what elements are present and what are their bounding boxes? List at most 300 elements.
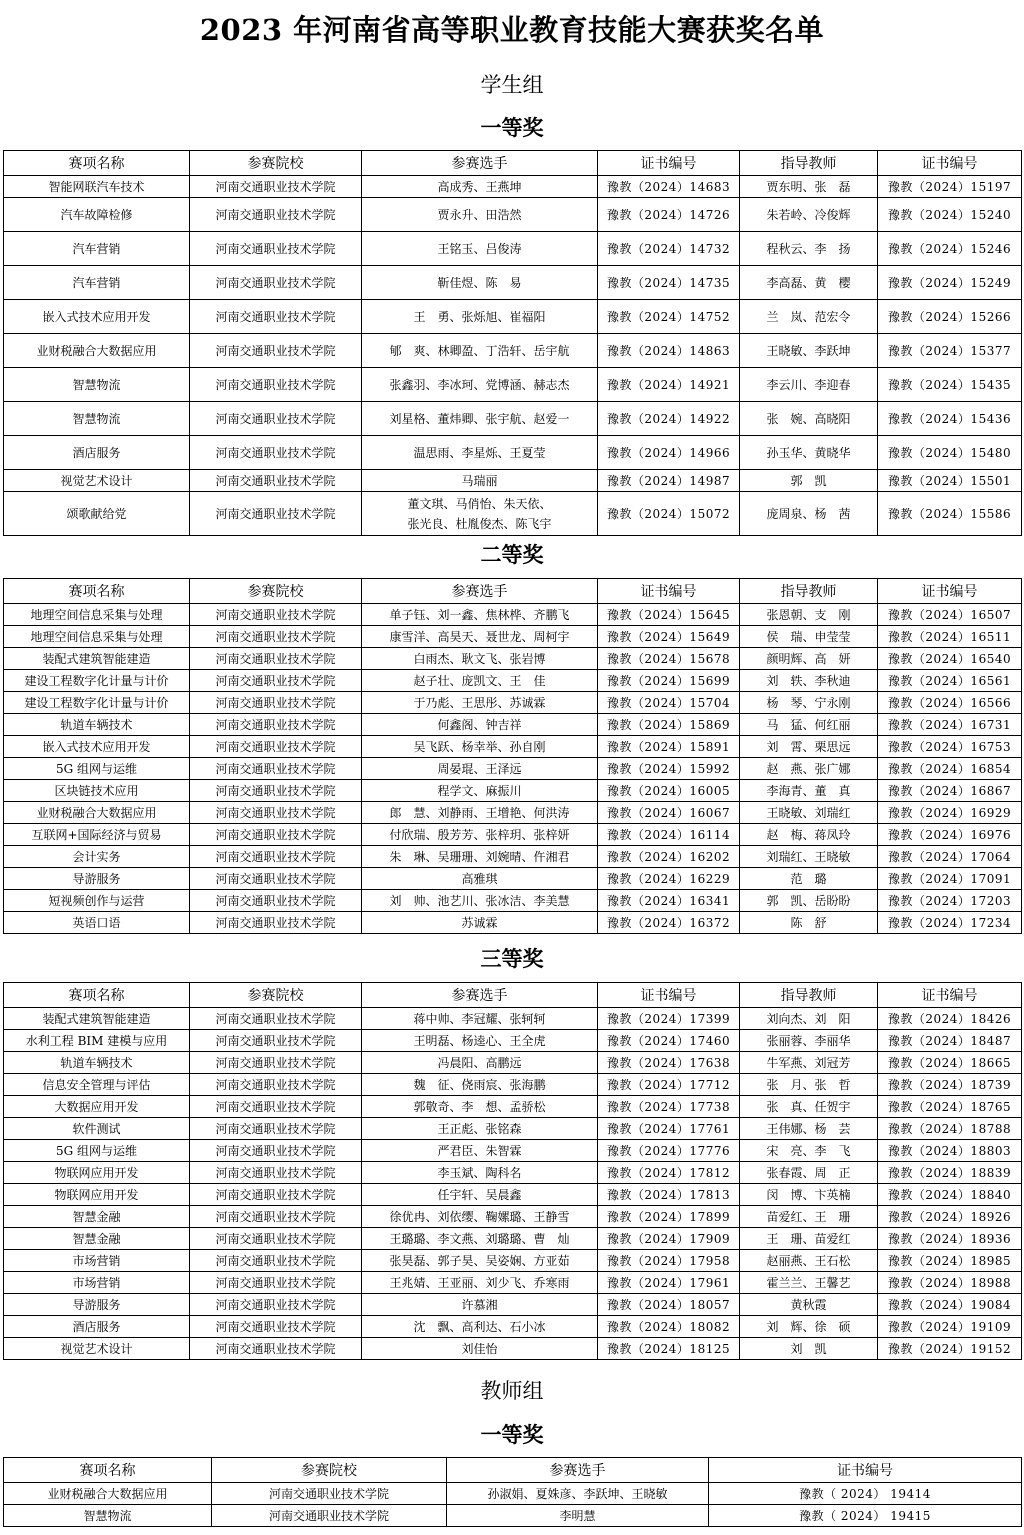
table-cell: 豫教（2024）15249 <box>878 266 1022 300</box>
table-cell: 河南交通职业技术学院 <box>190 890 362 912</box>
table-cell: 河南交通职业技术学院 <box>190 1272 362 1294</box>
table-cell: 智慧金融 <box>4 1206 190 1228</box>
table-header-row <box>4 579 1022 604</box>
table-cell: 豫教（2024）14735 <box>598 266 740 300</box>
table-cell: 赵丽燕、王石松 <box>740 1250 878 1272</box>
table-cell: 付欣瑞、殷芳芳、张梓玥、张梓妍 <box>362 824 598 846</box>
table-cell: 朱 琳、吴珊珊、刘婉晴、仵湘君 <box>362 846 598 868</box>
table-row <box>4 334 1022 368</box>
table-cell: 智能网联汽车技术 <box>4 176 190 198</box>
table-header-row <box>4 983 1022 1008</box>
table-cell: 视觉艺术设计 <box>4 1338 190 1360</box>
table-cell: 业财税融合大数据应用 <box>4 334 190 368</box>
table-cell: 豫教（2024）17091 <box>878 868 1022 890</box>
table-cell: 马瑞丽 <box>362 470 598 492</box>
table-cell: 魏 征、侥雨宸、张海鹏 <box>362 1074 598 1096</box>
table-cell: 河南交通职业技术学院 <box>190 1206 362 1228</box>
table-cell: 郎 慧、刘静雨、王增艳、何洪涛 <box>362 802 598 824</box>
table-cell: 颜明辉、高 妍 <box>740 648 878 670</box>
table-row <box>4 670 1022 692</box>
table-cell: 豫教（2024）14732 <box>598 232 740 266</box>
table-cell: 智慧金融 <box>4 1228 190 1250</box>
table-cell: 业财税融合大数据应用 <box>4 1483 212 1505</box>
table-cell: 豫教（2024）18988 <box>878 1272 1022 1294</box>
table-cell: 高成秀、王燕坤 <box>362 176 598 198</box>
table-cell: 豫教（2024）16229 <box>598 868 740 890</box>
table-row <box>4 232 1022 266</box>
table-cell: 霍兰兰、王馨艺 <box>740 1272 878 1294</box>
table-cell: 王兆婧、王亚丽、刘少飞、乔寒雨 <box>362 1272 598 1294</box>
column-header: 证书编号 <box>598 579 740 604</box>
table-cell: 豫教（2024）15645 <box>598 604 740 626</box>
table-cell: 信息安全管理与评估 <box>4 1074 190 1096</box>
column-header: 证书编号 <box>598 151 740 176</box>
table-cell: 河南交通职业技术学院 <box>190 736 362 758</box>
table-cell: 豫教（2024）18765 <box>878 1096 1022 1118</box>
column-header: 证书编号 <box>878 151 1022 176</box>
table-cell: 豫教（2024）16202 <box>598 846 740 868</box>
table-cell: 英语口语 <box>4 912 190 934</box>
table-cell: 赵 梅、蒋凤玲 <box>740 824 878 846</box>
table-row <box>4 176 1022 198</box>
table-row <box>4 1008 1022 1030</box>
table-row <box>4 1074 1022 1096</box>
table-cell: 河南交通职业技术学院 <box>190 198 362 232</box>
table-row <box>4 198 1022 232</box>
table-cell: 豫教（2024）17234 <box>878 912 1022 934</box>
table-cell: 孙淑娟、夏姝彦、李跃坤、王晓敏 <box>447 1483 709 1505</box>
table-cell: 牛军燕、刘冠芳 <box>740 1052 878 1074</box>
table-cell: 豫教（2024）18803 <box>878 1140 1022 1162</box>
table-cell: 马 猛、何红丽 <box>740 714 878 736</box>
table-cell: 豫教（ 2024） 19415 <box>709 1505 1022 1527</box>
table-cell: 刘向杰、刘 阳 <box>740 1008 878 1030</box>
table-cell: 豫教（2024）15891 <box>598 736 740 758</box>
table-cell: 河南交通职业技术学院 <box>212 1505 447 1527</box>
table-row <box>4 1206 1022 1228</box>
table-cell: 智慧物流 <box>4 1505 212 1527</box>
table-cell: 豫教（2024）17712 <box>598 1074 740 1096</box>
column-header: 指导教师 <box>740 151 878 176</box>
table-cell: 河南交通职业技术学院 <box>190 1140 362 1162</box>
table-cell: 河南交通职业技术学院 <box>190 368 362 402</box>
table-cell: 软件测试 <box>4 1118 190 1140</box>
table-cell: 河南交通职业技术学院 <box>190 780 362 802</box>
table-cell: 河南交通职业技术学院 <box>190 912 362 934</box>
column-header: 赛项名称 <box>4 151 190 176</box>
table-cell: 程学文、麻振川 <box>362 780 598 802</box>
table-cell: 豫教（2024）16731 <box>878 714 1022 736</box>
table-cell: 赵 燕、张广娜 <box>740 758 878 780</box>
table-row <box>4 626 1022 648</box>
column-header: 赛项名称 <box>4 983 190 1008</box>
table-cell: 导游服务 <box>4 868 190 890</box>
table-row <box>4 1096 1022 1118</box>
table-cell: 靳佳煜、陈 易 <box>362 266 598 300</box>
student-second-prize-heading: 二等奖 <box>480 542 544 567</box>
table-cell: 刘 帅、池艺川、张冰洁、李美慧 <box>362 890 598 912</box>
table-cell: 视觉艺术设计 <box>4 470 190 492</box>
table-cell: 豫教（2024）18426 <box>878 1008 1022 1030</box>
table-cell: 豫教（2024）17203 <box>878 890 1022 912</box>
table-cell: 周晏琨、王泽远 <box>362 758 598 780</box>
table-cell: 河南交通职业技术学院 <box>190 1096 362 1118</box>
table-cell: 酒店服务 <box>4 436 190 470</box>
table-cell: 孙玉华、黄晓华 <box>740 436 878 470</box>
column-header: 参赛院校 <box>190 983 362 1008</box>
table-row <box>4 492 1022 536</box>
table-cell: 王晓敏、李跃坤 <box>740 334 878 368</box>
table-cell: 朱若岭、冷俊辉 <box>740 198 878 232</box>
table-cell: 王正彪、张铭森 <box>362 1118 598 1140</box>
table-cell: 轨道车辆技术 <box>4 1052 190 1074</box>
table-row <box>4 736 1022 758</box>
column-header: 参赛院校 <box>190 579 362 604</box>
table-cell: 河南交通职业技术学院 <box>190 232 362 266</box>
table-cell: 张丽蓉、李丽华 <box>740 1030 878 1052</box>
table-cell: 豫教（2024）17909 <box>598 1228 740 1250</box>
table-cell: 李云川、李迎春 <box>740 368 878 402</box>
table-cell: 李海青、董 真 <box>740 780 878 802</box>
table-cell: 豫教（2024）18487 <box>878 1030 1022 1052</box>
table-cell: 河南交通职业技术学院 <box>190 1162 362 1184</box>
column-header: 参赛选手 <box>447 1458 709 1483</box>
table-cell: 严君臣、朱智霖 <box>362 1140 598 1162</box>
table-row <box>4 758 1022 780</box>
table-cell: 水利工程 BIM 建模与应用 <box>4 1030 190 1052</box>
table-cell: 豫教（2024）14921 <box>598 368 740 402</box>
table-cell: 豫教（2024）14726 <box>598 198 740 232</box>
table-cell: 河南交通职业技术学院 <box>190 470 362 492</box>
table-cell: 豫教（2024）18936 <box>878 1228 1022 1250</box>
table-cell: 沈 飘、高利达、石小冰 <box>362 1316 598 1338</box>
table-cell: 汽车营销 <box>4 232 190 266</box>
table-cell: 郭敬奇、李 想、孟骄松 <box>362 1096 598 1118</box>
table-cell: 庞周泉、杨 茜 <box>740 492 878 536</box>
table-cell: 温思雨、李星烁、王夏莹 <box>362 436 598 470</box>
table-cell: 业财税融合大数据应用 <box>4 802 190 824</box>
table-cell: 导游服务 <box>4 1294 190 1316</box>
table-cell: 豫教（2024）14863 <box>598 334 740 368</box>
table-cell: 许慕湘 <box>362 1294 598 1316</box>
table-cell: 豫教（2024）15699 <box>598 670 740 692</box>
table-cell: 河南交通职业技术学院 <box>190 1118 362 1140</box>
table-cell: 刘 凯 <box>740 1338 878 1360</box>
column-header: 指导教师 <box>740 579 878 604</box>
student-first-prize-table <box>3 150 1022 536</box>
table-cell: 豫教（2024）15480 <box>878 436 1022 470</box>
table-cell: 河南交通职业技术学院 <box>190 1228 362 1250</box>
table-row <box>4 266 1022 300</box>
table-cell: 建设工程数字化计量与计价 <box>4 670 190 692</box>
table-row <box>4 1505 1022 1527</box>
table-cell: 吴飞跃、杨幸举、孙自刚 <box>362 736 598 758</box>
table-cell: 5G 组网与运维 <box>4 758 190 780</box>
table-cell: 张恩朝、支 刚 <box>740 604 878 626</box>
table-cell: 豫教（2024）15992 <box>598 758 740 780</box>
table-row <box>4 1140 1022 1162</box>
table-cell: 范 璐 <box>740 868 878 890</box>
table-row <box>4 402 1022 436</box>
table-cell: 宋 亮、李 飞 <box>740 1140 878 1162</box>
table-cell: 郇 爽、林卿盈、丁浩轩、岳宇航 <box>362 334 598 368</box>
table-cell: 豫教（2024）14966 <box>598 436 740 470</box>
table-cell: 王伟娜、杨 芸 <box>740 1118 878 1140</box>
table-cell: 张 真、任贺宇 <box>740 1096 878 1118</box>
table-cell: 地理空间信息采集与处理 <box>4 604 190 626</box>
table-cell: 张春霞、周 正 <box>740 1162 878 1184</box>
table-cell: 互联网+国际经济与贸易 <box>4 824 190 846</box>
table-cell: 刘瑞红、王晓敏 <box>740 846 878 868</box>
table-row <box>4 824 1022 846</box>
column-header: 赛项名称 <box>4 579 190 604</box>
column-header: 参赛选手 <box>362 983 598 1008</box>
table-cell: 高雅琪 <box>362 868 598 890</box>
table-cell: 蒋中帅、李冠耀、张轲轲 <box>362 1008 598 1030</box>
table-cell: 徐优冉、刘依缨、鞠嫘璐、王静雪 <box>362 1206 598 1228</box>
table-cell: 郭 凯 <box>740 470 878 492</box>
table-row <box>4 300 1022 334</box>
table-row <box>4 1294 1022 1316</box>
table-row <box>4 1250 1022 1272</box>
table-cell: 豫教（2024）18840 <box>878 1184 1022 1206</box>
table-cell: 河南交通职业技术学院 <box>190 1008 362 1030</box>
table-cell: 豫教（2024）18082 <box>598 1316 740 1338</box>
table-cell: 河南交通职业技术学院 <box>190 266 362 300</box>
table-cell: 苗爱红、王 珊 <box>740 1206 878 1228</box>
table-cell: 区块链技术应用 <box>4 780 190 802</box>
table-cell: 王 珊、苗爱红 <box>740 1228 878 1250</box>
table-cell: 河南交通职业技术学院 <box>190 334 362 368</box>
table-cell: 5G 组网与运维 <box>4 1140 190 1162</box>
student-group-heading: 学生组 <box>480 73 544 97</box>
table-cell: 河南交通职业技术学院 <box>190 758 362 780</box>
table-cell: 短视频创作与运营 <box>4 890 190 912</box>
column-header: 参赛选手 <box>362 579 598 604</box>
table-cell: 豫教（2024）15869 <box>598 714 740 736</box>
table-row <box>4 912 1022 934</box>
table-header-row <box>4 151 1022 176</box>
table-row <box>4 1118 1022 1140</box>
table-cell: 豫教（2024）17961 <box>598 1272 740 1294</box>
table-cell: 豫教（2024）15377 <box>878 334 1022 368</box>
table-cell: 赵子壮、庞凯文、王 佳 <box>362 670 598 692</box>
student-first-prize-heading: 一等奖 <box>480 115 544 140</box>
table-cell: 豫教（2024）16005 <box>598 780 740 802</box>
table-cell: 豫教（2024）16067 <box>598 802 740 824</box>
table-cell: 豫教（2024）16507 <box>878 604 1022 626</box>
column-header: 参赛选手 <box>362 151 598 176</box>
table-cell: 豫教（2024）16540 <box>878 648 1022 670</box>
table-cell: 汽车故障检修 <box>4 198 190 232</box>
table-cell: 河南交通职业技术学院 <box>190 1338 362 1360</box>
table-cell: 康雪洋、高昊天、聂世龙、周柯宇 <box>362 626 598 648</box>
table-cell: 市场营销 <box>4 1272 190 1294</box>
table-cell: 智慧物流 <box>4 402 190 436</box>
table-cell: 建设工程数字化计量与计价 <box>4 692 190 714</box>
table-cell: 豫教（2024）17812 <box>598 1162 740 1184</box>
table-cell: 豫教（2024）17638 <box>598 1052 740 1074</box>
table-cell: 张 婉、高晓阳 <box>740 402 878 436</box>
table-row <box>4 890 1022 912</box>
table-cell: 苏诚霖 <box>362 912 598 934</box>
table-cell: 嵌入式技术应用开发 <box>4 736 190 758</box>
table-cell: 王 勇、张烁旭、崔福阳 <box>362 300 598 334</box>
table-cell: 单子钰、刘一鑫、焦林桦、齐鹏飞 <box>362 604 598 626</box>
table-cell: 豫教（2024）15266 <box>878 300 1022 334</box>
table-cell: 豫教（2024）19152 <box>878 1338 1022 1360</box>
table-row <box>4 368 1022 402</box>
column-header: 指导教师 <box>740 983 878 1008</box>
table-cell: 豫教（2024）15586 <box>878 492 1022 536</box>
table-cell: 河南交通职业技术学院 <box>190 626 362 648</box>
table-cell: 豫教（2024）14922 <box>598 402 740 436</box>
table-cell: 豫教（2024）18739 <box>878 1074 1022 1096</box>
table-cell: 河南交通职业技术学院 <box>190 1074 362 1096</box>
table-row <box>4 1272 1022 1294</box>
table-cell: 河南交通职业技术学院 <box>190 1294 362 1316</box>
table-cell: 豫教（ 2024） 19414 <box>709 1483 1022 1505</box>
table-cell: 河南交通职业技术学院 <box>190 176 362 198</box>
table-cell: 豫教（2024）16854 <box>878 758 1022 780</box>
student-third-prize-table <box>3 982 1022 1360</box>
table-cell: 豫教（2024）19084 <box>878 1294 1022 1316</box>
table-cell: 豫教（2024）17776 <box>598 1140 740 1162</box>
column-header: 证书编号 <box>709 1458 1022 1483</box>
table-cell: 张 月、张 哲 <box>740 1074 878 1096</box>
table-cell: 轨道车辆技术 <box>4 714 190 736</box>
column-header: 证书编号 <box>878 579 1022 604</box>
table-cell: 装配式建筑智能建造 <box>4 1008 190 1030</box>
table-cell: 河南交通职业技术学院 <box>190 868 362 890</box>
table-row <box>4 604 1022 626</box>
table-cell: 王晓敏、刘瑞红 <box>740 802 878 824</box>
table-cell: 酒店服务 <box>4 1316 190 1338</box>
table-cell: 豫教（2024）17813 <box>598 1184 740 1206</box>
table-cell: 河南交通职业技术学院 <box>190 648 362 670</box>
table-row <box>4 714 1022 736</box>
table-row <box>4 1228 1022 1250</box>
table-cell: 贾东明、张 磊 <box>740 176 878 198</box>
table-cell: 豫教（2024）18057 <box>598 1294 740 1316</box>
table-cell: 刘 轶、李秋迪 <box>740 670 878 692</box>
table-cell: 王铭玉、吕俊涛 <box>362 232 598 266</box>
table-cell: 河南交通职业技术学院 <box>190 1316 362 1338</box>
table-cell: 河南交通职业技术学院 <box>190 670 362 692</box>
table-cell: 河南交通职业技术学院 <box>212 1483 447 1505</box>
table-cell: 河南交通职业技术学院 <box>190 824 362 846</box>
table-row <box>4 1162 1022 1184</box>
table-cell: 豫教（2024）18839 <box>878 1162 1022 1184</box>
table-cell: 豫教（2024）14987 <box>598 470 740 492</box>
table-cell: 嵌入式技术应用开发 <box>4 300 190 334</box>
table-cell: 豫教（2024）15246 <box>878 232 1022 266</box>
table-cell: 杨 琴、宁永刚 <box>740 692 878 714</box>
table-cell: 豫教（2024）16929 <box>878 802 1022 824</box>
table-cell: 河南交通职业技术学院 <box>190 802 362 824</box>
table-cell: 汽车营销 <box>4 266 190 300</box>
table-cell: 豫教（2024）16114 <box>598 824 740 846</box>
table-cell: 河南交通职业技术学院 <box>190 604 362 626</box>
table-cell: 豫教（2024）16867 <box>878 780 1022 802</box>
student-third-prize-heading: 三等奖 <box>480 946 544 971</box>
teacher-group-heading: 教师组 <box>480 1379 544 1403</box>
table-cell: 刘 辉、徐 硕 <box>740 1316 878 1338</box>
table-cell: 豫教（2024）18788 <box>878 1118 1022 1140</box>
table-cell: 豫教（2024）15197 <box>878 176 1022 198</box>
table-cell: 市场营销 <box>4 1250 190 1272</box>
table-cell: 河南交通职业技术学院 <box>190 402 362 436</box>
table-row <box>4 802 1022 824</box>
table-cell: 物联网应用开发 <box>4 1184 190 1206</box>
column-header: 参赛院校 <box>190 151 362 176</box>
table-cell: 豫教（2024）17460 <box>598 1030 740 1052</box>
table-cell: 豫教（2024）14752 <box>598 300 740 334</box>
table-cell: 张鑫羽、李冰珂、党博涵、赫志杰 <box>362 368 598 402</box>
table-cell: 豫教（2024）17958 <box>598 1250 740 1272</box>
table-cell: 大数据应用开发 <box>4 1096 190 1118</box>
table-header-row <box>4 1458 1022 1483</box>
table-row <box>4 868 1022 890</box>
table-cell: 豫教（2024）16372 <box>598 912 740 934</box>
table-row <box>4 470 1022 492</box>
table-cell: 刘 霄、栗思远 <box>740 736 878 758</box>
table-cell: 豫教（2024）17899 <box>598 1206 740 1228</box>
table-cell: 豫教（2024）15678 <box>598 648 740 670</box>
table-cell: 物联网应用开发 <box>4 1162 190 1184</box>
table-cell: 闵 博、卞英楠 <box>740 1184 878 1206</box>
table-row <box>4 692 1022 714</box>
table-cell: 兰 岚、范宏令 <box>740 300 878 334</box>
table-cell: 何鑫阁、钟吉祥 <box>362 714 598 736</box>
table-row <box>4 780 1022 802</box>
student-second-prize-table <box>3 578 1022 934</box>
table-cell: 豫教（2024）17738 <box>598 1096 740 1118</box>
table-cell: 豫教（2024）16753 <box>878 736 1022 758</box>
table-cell: 李玉斌、陶科名 <box>362 1162 598 1184</box>
table-cell: 豫教（2024）18125 <box>598 1338 740 1360</box>
table-cell: 豫教（2024）15501 <box>878 470 1022 492</box>
table-row <box>4 1030 1022 1052</box>
table-cell: 河南交通职业技术学院 <box>190 436 362 470</box>
table-cell: 会计实务 <box>4 846 190 868</box>
table-cell: 河南交通职业技术学院 <box>190 692 362 714</box>
table-cell: 豫教（2024）16976 <box>878 824 1022 846</box>
table-cell: 河南交通职业技术学院 <box>190 300 362 334</box>
table-cell: 白雨杰、耿文飞、张岩博 <box>362 648 598 670</box>
table-cell: 颂歌献给党 <box>4 492 190 536</box>
table-cell: 豫教（2024）15435 <box>878 368 1022 402</box>
table-cell: 黄秋霞 <box>740 1294 878 1316</box>
table-cell: 郭 凯、岳盼盼 <box>740 890 878 912</box>
table-row <box>4 1316 1022 1338</box>
table-cell: 河南交通职业技术学院 <box>190 1250 362 1272</box>
teacher-first-prize-table <box>3 1457 1022 1527</box>
table-row <box>4 846 1022 868</box>
table-cell: 于乃彪、王思彤、苏诚霖 <box>362 692 598 714</box>
table-cell: 豫教（2024）16566 <box>878 692 1022 714</box>
table-cell: 刘佳怡 <box>362 1338 598 1360</box>
table-cell: 豫教（2024）19109 <box>878 1316 1022 1338</box>
table-cell: 刘星格、董炜卿、张宇航、赵爱一 <box>362 402 598 436</box>
table-cell: 豫教（2024）15704 <box>598 692 740 714</box>
table-cell: 豫教（2024）16511 <box>878 626 1022 648</box>
table-cell: 河南交通职业技术学院 <box>190 492 362 536</box>
table-cell: 豫教（2024）16341 <box>598 890 740 912</box>
table-row <box>4 1052 1022 1074</box>
table-cell: 河南交通职业技术学院 <box>190 714 362 736</box>
column-header: 证书编号 <box>598 983 740 1008</box>
